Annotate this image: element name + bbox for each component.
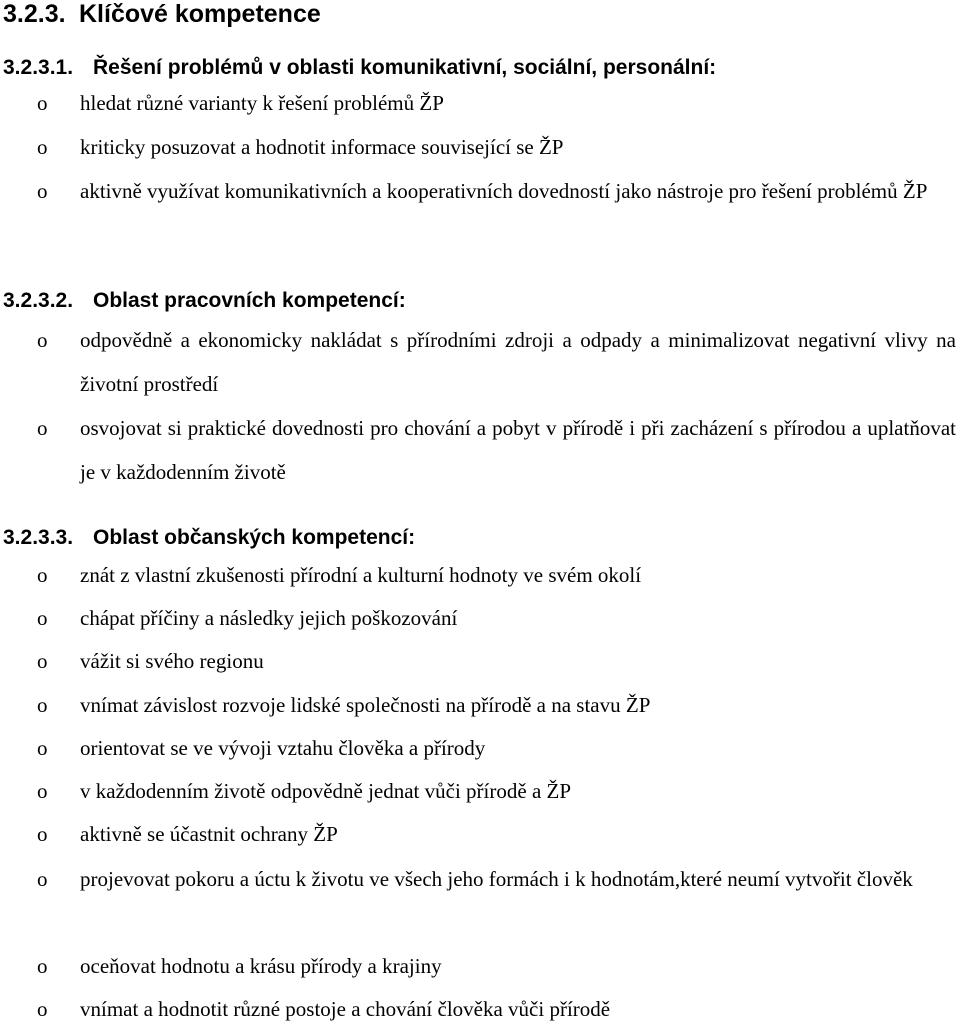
section-title: Řešení problémů v oblasti komunikativní, sociální, personální: bbox=[93, 56, 717, 79]
bullet-icon: o bbox=[37, 91, 48, 115]
list-item-text: projevovat pokoru a úctu k životu ve všech jeho formách i k hodnotám,které neumí vytvořit člověk bbox=[80, 867, 913, 891]
list-item-text: v každodenním životě odpovědně jednat vůči přírodě a ŽP bbox=[80, 779, 572, 803]
list-item-text: osvojovat si praktické dovednosti pro chování a pobyt v přírodě i při zacházení s přírodou a uplatňovat je v každodenním životě bbox=[80, 416, 956, 484]
bullet-icon: o bbox=[37, 997, 48, 1021]
title-number: 3.2.3. bbox=[3, 0, 66, 28]
list-item-text: kriticky posuzovat a hodnotit informace související se ŽP bbox=[80, 135, 564, 159]
list-item-text: vážit si svého regionu bbox=[80, 649, 264, 673]
list-item-text: aktivně využívat komunikativních a kooperativních dovedností jako nástroje pro řešení problémů ŽP bbox=[80, 179, 928, 203]
bullet-icon: o bbox=[37, 693, 48, 717]
list-item-text: odpovědně a ekonomicky nakládat s přírodními zdroji a odpady a minimalizovat negativní vlivy na životní prostředí bbox=[80, 328, 956, 396]
bullet-icon: o bbox=[37, 779, 48, 803]
section-number: 3.2.3.3. bbox=[3, 526, 74, 549]
section-heading-1 bbox=[3, 53, 716, 83]
bullet-icon: o bbox=[37, 135, 48, 159]
list-item-text: znát z vlastní zkušenosti přírodní a kulturní hodnoty ve svém okolí bbox=[80, 563, 642, 587]
list-item-text: vnímat závislost rozvoje lidské společnosti na přírodě a na stavu ŽP bbox=[80, 693, 651, 717]
bullet-icon: o bbox=[37, 416, 48, 440]
bullet-icon: o bbox=[37, 867, 48, 891]
section-title: Oblast občanských kompetencí: bbox=[93, 526, 416, 549]
list-item-text: oceňovat hodnotu a krásu přírody a krajiny bbox=[80, 954, 442, 978]
list-item-text: vnímat a hodnotit různé postoje a chování člověka vůči přírodě bbox=[80, 997, 611, 1021]
section-heading-3 bbox=[3, 523, 415, 553]
bullet-icon: o bbox=[37, 822, 48, 846]
section-title: Oblast pracovních kompetencí: bbox=[93, 289, 406, 312]
bullet-icon: o bbox=[37, 954, 48, 978]
bullet-icon: o bbox=[37, 179, 48, 203]
bullet-icon: o bbox=[37, 328, 48, 352]
title-text: Klíčové kompetence bbox=[79, 0, 321, 28]
page-title bbox=[3, 0, 321, 31]
bullet-icon: o bbox=[37, 736, 48, 760]
bullet-icon: o bbox=[37, 563, 48, 587]
list-item-text: hledat různé varianty k řešení problémů ŽP bbox=[80, 91, 444, 115]
bullet-icon: o bbox=[37, 649, 48, 673]
section-heading-2 bbox=[3, 286, 406, 316]
list-item-text: aktivně se účastnit ochrany ŽP bbox=[80, 822, 338, 846]
list-item-text: chápat příčiny a následky jejich poškozování bbox=[80, 606, 458, 630]
bullet-icon: o bbox=[37, 606, 48, 630]
list-item-text: orientovat se ve vývoji vztahu člověka a přírody bbox=[80, 736, 486, 760]
section-number: 3.2.3.2. bbox=[3, 289, 74, 312]
section-number: 3.2.3.1. bbox=[3, 56, 74, 79]
